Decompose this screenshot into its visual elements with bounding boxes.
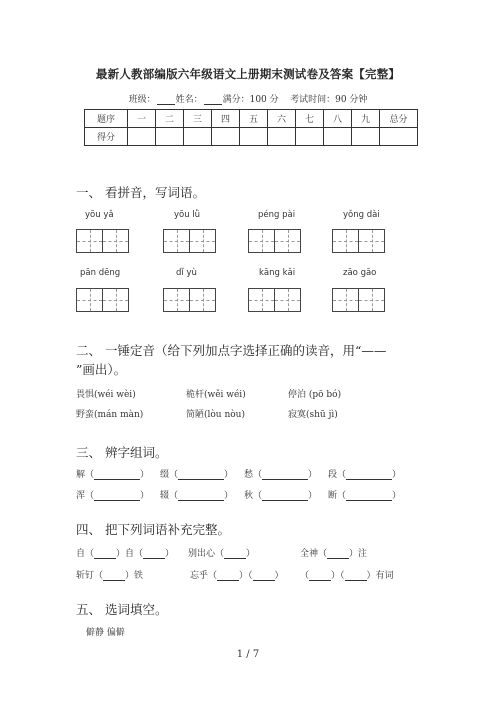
score-table-score-row (85, 128, 418, 146)
section3-heading: 三、 辨字组词。 (76, 445, 168, 460)
score-header-cell: 七 (296, 110, 324, 128)
writing-grid[interactable] (76, 288, 129, 312)
answer-blank[interactable] (178, 470, 224, 480)
reading-item: 寂寞(shū jì) (288, 410, 338, 420)
score-header-cell: 一 (128, 110, 156, 128)
idiom-item: 忘乎（ ）（ ） (190, 571, 284, 581)
score-cell[interactable] (184, 128, 212, 146)
score-header-cell: 题序 (85, 110, 128, 128)
score-header-cell: 四 (212, 110, 240, 128)
pinyin-label: zāo gāo (343, 268, 377, 278)
answer-blank[interactable] (178, 491, 224, 501)
reading-item: 简陋(lòu nòu) (186, 410, 245, 420)
exam-time: 考试时间：90 分钟 (290, 95, 368, 105)
writing-grid[interactable] (332, 229, 385, 253)
answer-blank[interactable] (94, 470, 140, 480)
pinyin-label: pān dēng (80, 268, 121, 278)
writing-grid[interactable] (76, 229, 129, 253)
word-item: 愁（ ） (244, 470, 318, 480)
score-header-cell: 九 (352, 110, 380, 128)
pinyin-label: péng pài (258, 210, 296, 220)
idiom-item: 全神（ ）注 (300, 549, 368, 559)
class-blank (157, 95, 175, 105)
answer-blank[interactable] (346, 491, 392, 501)
answer-blank[interactable] (217, 571, 239, 581)
section2-heading-line1: 二、 一锤定音（给下列加点字选择正确的读音，用“—— (76, 343, 387, 358)
pinyin-label: yōu yǎ (85, 210, 114, 220)
document-title: 最新人教部编版六年级语文上册期末测试卷及答案【完整】 (95, 67, 401, 81)
idiom-item: 自（ ）自（ ） (76, 549, 175, 559)
score-header-cell: 五 (240, 110, 268, 128)
section1-heading: 一、 看拼音，写词语。 (76, 185, 205, 200)
score-cell[interactable] (128, 128, 156, 146)
word-item: 辍（ ） (160, 491, 234, 501)
score-cell[interactable] (380, 128, 418, 146)
answer-blank[interactable] (262, 491, 308, 501)
answer-blank[interactable] (327, 549, 349, 559)
score-header-cell: 二 (156, 110, 184, 128)
writing-grid[interactable] (248, 229, 301, 253)
exam-info (0, 92, 496, 105)
answer-blank[interactable] (103, 571, 125, 581)
word-item: 断（ ） (328, 491, 402, 501)
score-table-header-row (85, 110, 418, 128)
word-item: 浑（ ） (76, 491, 150, 501)
idiom-item: 别出心（ ） (188, 549, 256, 559)
idiom-item: （ ）（ ）有词 (300, 571, 394, 581)
answer-blank[interactable] (253, 571, 275, 581)
section2-heading-line2: ”画出）。 (76, 362, 127, 377)
name-blank (204, 95, 222, 105)
page-number: 1 / 7 (236, 649, 260, 660)
pinyin-label: yōu lǜ (174, 210, 201, 220)
class-label: 班级： (128, 95, 156, 105)
word-item: 秋（ ） (244, 491, 318, 501)
pinyin-label: kāng kǎi (259, 268, 296, 278)
score-header-cell: 八 (324, 110, 352, 128)
score-cell[interactable] (156, 128, 184, 146)
word-item: 解（ ） (76, 470, 150, 480)
score-row-label: 得分 (85, 128, 128, 146)
reading-item: 桅杆(wěi wéi) (186, 390, 246, 400)
score-header-cell: 三 (184, 110, 212, 128)
reading-item: 畏惧(wéi wèi) (76, 390, 136, 400)
word-item: 缀（ ） (160, 470, 234, 480)
answer-blank[interactable] (94, 491, 140, 501)
answer-blank[interactable] (345, 571, 367, 581)
score-cell[interactable] (212, 128, 240, 146)
word-item: 段（ ） (328, 470, 402, 480)
score-header-cell: 总分 (380, 110, 418, 128)
score-header-cell: 六 (268, 110, 296, 128)
writing-grid[interactable] (332, 288, 385, 312)
score-cell[interactable] (296, 128, 324, 146)
answer-blank[interactable] (224, 549, 246, 559)
word-choices: 僻静 偏僻 (86, 628, 125, 638)
answer-blank[interactable] (262, 470, 308, 480)
score-cell[interactable] (240, 128, 268, 146)
score-table (84, 109, 418, 146)
section4-heading: 四、 把下列词语补充完整。 (76, 522, 230, 537)
score-cell[interactable] (352, 128, 380, 146)
answer-blank[interactable] (309, 571, 331, 581)
pinyin-label: dǐ yù (176, 268, 197, 278)
reading-item: 野蛮(mán màn) (76, 410, 144, 420)
answer-blank[interactable] (94, 549, 116, 559)
name-label: 姓名： (175, 95, 203, 105)
writing-grid[interactable] (163, 229, 216, 253)
writing-grid[interactable] (163, 288, 216, 312)
full-score: 满分：100 分 (222, 95, 279, 105)
pinyin-label: yǒng dài (343, 210, 380, 220)
score-cell[interactable] (268, 128, 296, 146)
reading-item: 停泊 (pō bó) (288, 390, 342, 400)
idiom-item: 斩钉（ ）铁 (76, 571, 144, 581)
answer-blank[interactable] (143, 549, 165, 559)
section5-heading: 五、 选词填空。 (76, 602, 168, 617)
score-cell[interactable] (324, 128, 352, 146)
answer-blank[interactable] (346, 470, 392, 480)
writing-grid[interactable] (248, 288, 301, 312)
